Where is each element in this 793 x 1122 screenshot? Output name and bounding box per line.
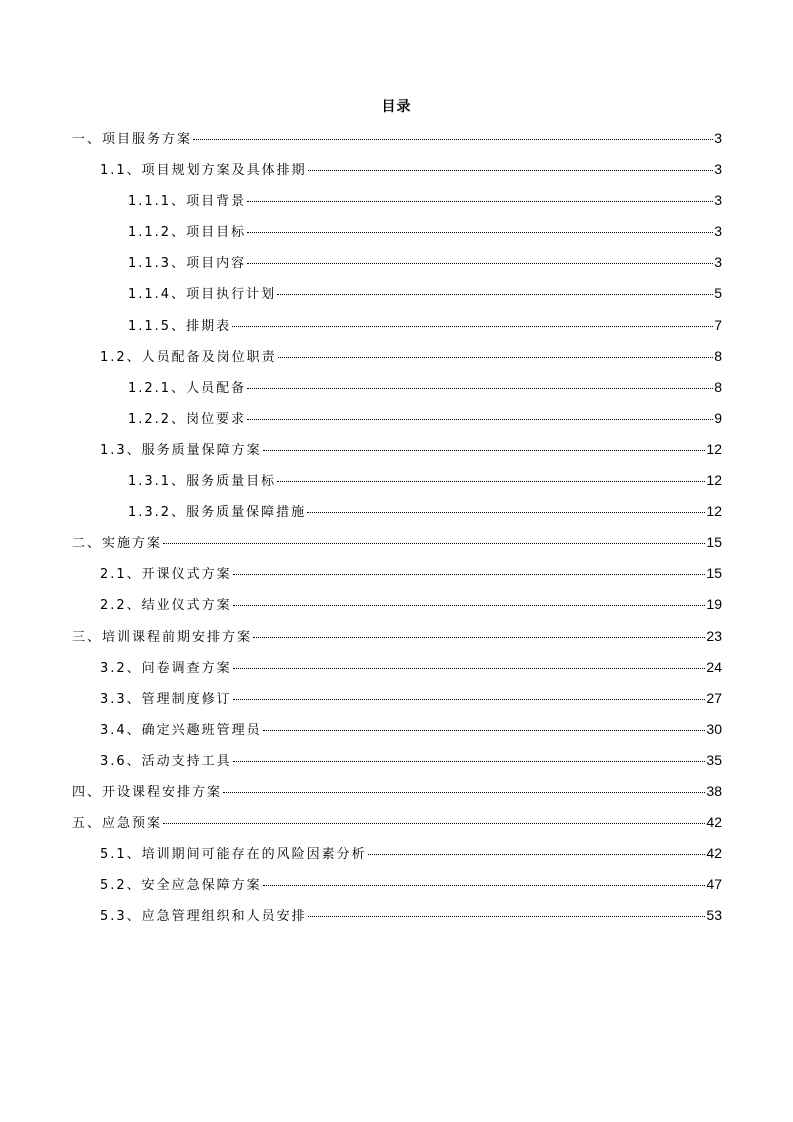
toc-page-number: 3 [714, 223, 722, 240]
toc-dot-leader [368, 854, 706, 855]
toc-entry[interactable] [72, 719, 722, 750]
toc-dot-leader [232, 326, 713, 327]
toc-dot-leader [247, 388, 713, 389]
toc-entry-label: 五、应急预案 [72, 816, 163, 832]
toc-dot-leader [277, 481, 705, 482]
toc-entry-label: 1.3.1、服务质量目标 [128, 474, 277, 490]
toc-entry-label: 二、实施方案 [72, 536, 163, 552]
toc-page-number: 35 [706, 751, 722, 768]
toc-page-number: 42 [706, 814, 722, 831]
toc-entry[interactable] [72, 439, 722, 470]
toc-entry-label: 一、项目服务方案 [72, 132, 193, 147]
toc-page-number: 38 [706, 782, 722, 799]
table-of-contents [72, 128, 722, 936]
toc-entry-label: 1.2.1、人员配备 [128, 380, 247, 396]
toc-entry[interactable] [72, 252, 722, 283]
toc-page-number: 19 [706, 596, 722, 613]
toc-entry-label: 5.1、培训期间可能存在的风险因素分析 [100, 847, 367, 863]
toc-entry[interactable] [72, 843, 722, 874]
toc-dot-leader [163, 543, 705, 544]
toc-page-number: 15 [706, 565, 722, 582]
toc-dot-leader [253, 637, 705, 638]
toc-entry[interactable] [72, 470, 722, 501]
toc-entry[interactable] [72, 315, 722, 346]
toc-entry[interactable] [72, 501, 722, 532]
toc-dot-leader [308, 916, 706, 917]
toc-page-number: 15 [706, 534, 722, 551]
toc-page-number: 3 [714, 192, 722, 209]
toc-dot-leader [263, 730, 706, 731]
toc-entry[interactable] [72, 159, 722, 190]
toc-dot-leader [277, 294, 713, 295]
toc-page-number: 3 [714, 161, 722, 178]
toc-entry[interactable] [72, 377, 722, 408]
toc-entry-label: 3.2、问卷调查方案 [100, 660, 232, 676]
toc-page-number: 47 [706, 876, 722, 893]
toc-entry-label: 1.1、项目规划方案及具体排期 [100, 163, 307, 179]
toc-dot-leader [247, 263, 713, 264]
toc-page-number: 12 [706, 440, 722, 457]
toc-entry[interactable] [72, 408, 722, 439]
toc-page-number: 3 [714, 254, 722, 271]
toc-dot-leader [263, 450, 706, 451]
toc-entry[interactable] [72, 874, 722, 905]
toc-entry[interactable] [72, 532, 722, 563]
toc-page-number: 23 [706, 627, 722, 644]
toc-entry-label: 1.3、服务质量保障方案 [100, 442, 262, 458]
toc-entry-label: 1.3.2、服务质量保障措施 [128, 505, 307, 521]
toc-entry-label: 1.1.2、项目目标 [128, 225, 247, 241]
toc-entry[interactable] [72, 688, 722, 719]
toc-dot-leader [233, 574, 706, 575]
toc-page-number: 27 [706, 689, 722, 706]
toc-page-number: 8 [714, 347, 722, 364]
toc-entry[interactable] [72, 128, 722, 159]
toc-dot-leader [278, 357, 714, 358]
toc-entry-label: 1.1.3、项目内容 [128, 256, 247, 272]
toc-page-number: 53 [706, 907, 722, 924]
toc-dot-leader [233, 605, 706, 606]
toc-entry[interactable] [72, 221, 722, 252]
toc-entry-label: 1.2.2、岗位要求 [128, 411, 247, 427]
toc-entry-label: 3.6、活动支持工具 [100, 753, 232, 769]
toc-page-number: 3 [714, 130, 722, 146]
toc-entry[interactable] [72, 812, 722, 843]
toc-entry[interactable] [72, 283, 722, 314]
toc-entry[interactable] [72, 346, 722, 377]
toc-page-number: 12 [706, 472, 722, 489]
page-title: 目录 [381, 99, 412, 115]
toc-entry-label: 1.2、人员配备及岗位职责 [100, 349, 277, 365]
toc-page-number: 30 [706, 720, 722, 737]
toc-entry[interactable] [72, 190, 722, 221]
toc-dot-leader [308, 170, 714, 171]
toc-dot-leader [223, 792, 705, 793]
toc-page-number: 9 [714, 409, 722, 426]
toc-page-number: 5 [714, 285, 722, 302]
toc-entry-label: 1.1.5、排期表 [128, 318, 232, 334]
toc-entry[interactable] [72, 657, 722, 688]
toc-page-number: 42 [706, 845, 722, 862]
toc-dot-leader [233, 699, 706, 700]
toc-entry-label: 2.2、结业仪式方案 [100, 598, 232, 614]
toc-entry-label: 1.1.4、项目执行计划 [128, 287, 277, 303]
toc-entry[interactable] [72, 781, 722, 812]
toc-dot-leader [247, 201, 713, 202]
toc-dot-leader [247, 419, 713, 420]
toc-entry[interactable] [72, 563, 722, 594]
toc-page-number: 12 [706, 503, 722, 520]
toc-entry-label: 三、培训课程前期安排方案 [72, 629, 253, 645]
toc-page-number: 7 [714, 316, 722, 333]
toc-entry[interactable] [72, 905, 722, 936]
toc-entry[interactable] [72, 594, 722, 625]
toc-entry-label: 3.3、管理制度修订 [100, 691, 232, 707]
toc-entry-label: 2.1、开课仪式方案 [100, 567, 232, 583]
toc-entry-label: 1.1.1、项目背景 [128, 194, 247, 210]
toc-entry[interactable] [72, 750, 722, 781]
toc-entry-label: 5.3、应急管理组织和人员安排 [100, 909, 307, 925]
toc-dot-leader [193, 139, 713, 140]
toc-dot-leader [263, 885, 706, 886]
toc-dot-leader [233, 761, 706, 762]
toc-page-number: 24 [706, 658, 722, 675]
toc-entry[interactable] [72, 626, 722, 657]
toc-entry-label: 5.2、安全应急保障方案 [100, 878, 262, 894]
toc-dot-leader [233, 668, 706, 669]
toc-dot-leader [163, 823, 705, 824]
toc-dot-leader [307, 512, 705, 513]
toc-entry-label: 3.4、确定兴趣班管理员 [100, 722, 262, 738]
toc-page-number: 8 [714, 378, 722, 395]
toc-dot-leader [247, 232, 713, 233]
toc-entry-label: 四、开设课程安排方案 [72, 784, 223, 800]
